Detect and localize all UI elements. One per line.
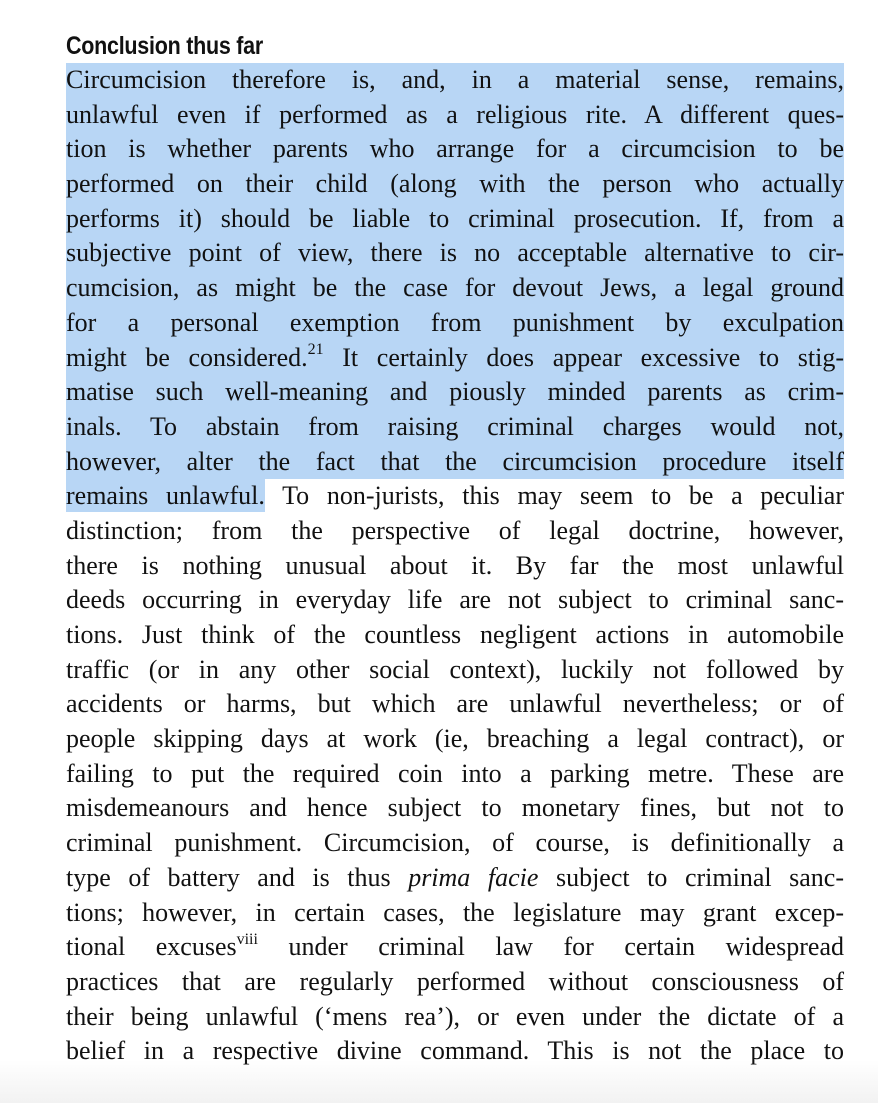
text-line-highlighted: performs it) should be liable to criminal prosecution. If, from a: [66, 202, 844, 237]
text-line-highlighted: matise such well-meaning and piously minded parents as crim-: [66, 375, 844, 410]
line-text: under criminal law for certain widespread: [257, 932, 844, 962]
text-line-highlighted: for a personal exemption from punishment by exculpation: [66, 306, 844, 341]
footnote-reference[interactable]: 21: [307, 340, 324, 358]
text-line: deeds occurring in everyday life are not subject to criminal sanc-: [66, 585, 844, 615]
text-line-highlighted: tion is whether parents who arrange for a circumcision to be: [66, 132, 844, 167]
body-paragraph: [66, 63, 844, 1069]
text-line: tions; however, in certain cases, the legislature may grant excep-: [66, 897, 844, 927]
line-text: type of battery and is thus: [66, 862, 409, 892]
text-line-partial-highlight: [66, 479, 844, 514]
text-line: failing to put the required coin into a parking metre. These are: [66, 758, 844, 788]
line-text-after-footnote: It certainly does appear excessive to stig-: [323, 342, 844, 372]
text-line-highlighted: performed on their child (along with the person who actually: [66, 167, 844, 202]
text-line-highlighted: unlawful even if performed as a religious rite. A different ques-: [66, 98, 844, 133]
text-line-highlighted: Circumcision therefore is, and, in a material sense, remains,: [66, 63, 844, 98]
text-line-highlighted: however, alter the fact that the circumcision procedure itself: [66, 445, 844, 480]
italic-term: prima facie: [408, 862, 539, 892]
text-line: there is nothing unusual about it. By far the most unlawful: [66, 550, 844, 580]
text-line: accidents or harms, but which are unlawful nevertheless; or of: [66, 689, 844, 719]
text-line: practices that are regularly performed without consciousness of: [66, 966, 844, 996]
text-line-highlighted: inals. To abstain from raising criminal charges would not,: [66, 410, 844, 445]
text-line-with-italic: [66, 861, 844, 896]
line-text: subject to criminal sanc-: [538, 862, 844, 892]
text-line-with-endnote: [66, 930, 844, 965]
text-line: people skipping days at work (ie, breaching a legal contract), or: [66, 724, 844, 754]
text-line-highlighted: subjective point of view, there is no acceptable alternative to cir-: [66, 236, 844, 271]
text-line: their being unlawful (‘mens rea’), or even under the dictate of a: [66, 1001, 844, 1031]
text-line-highlighted: cumcision, as might be the case for devout Jews, a legal ground: [66, 271, 844, 306]
text-line: belief in a respective divine command. This is not the place to: [66, 1036, 844, 1066]
line-text: tional excuses: [66, 932, 237, 962]
text-line: criminal punishment. Circumcision, of course, is definitionally a: [66, 828, 844, 858]
text-line: traffic (or in any other social context), luckily not followed by: [66, 654, 844, 684]
selection-highlight: remains unlawful.: [66, 481, 265, 511]
text-line: distinction; from the perspective of legal doctrine, however,: [66, 515, 844, 545]
line-text-before-footnote: might be considered.: [66, 342, 308, 372]
endnote-reference[interactable]: viii: [236, 930, 258, 948]
section-heading: Conclusion thus far: [66, 32, 263, 60]
text-line-highlighted-with-footnote: [66, 341, 844, 376]
text-line: misdemeanours and hence subject to monetary fines, but not to: [66, 793, 844, 823]
line-text: To non-jurists, this may seem to be a peculiar: [264, 481, 844, 511]
text-line: tions. Just think of the countless negligent actions in automobile: [66, 620, 844, 649]
